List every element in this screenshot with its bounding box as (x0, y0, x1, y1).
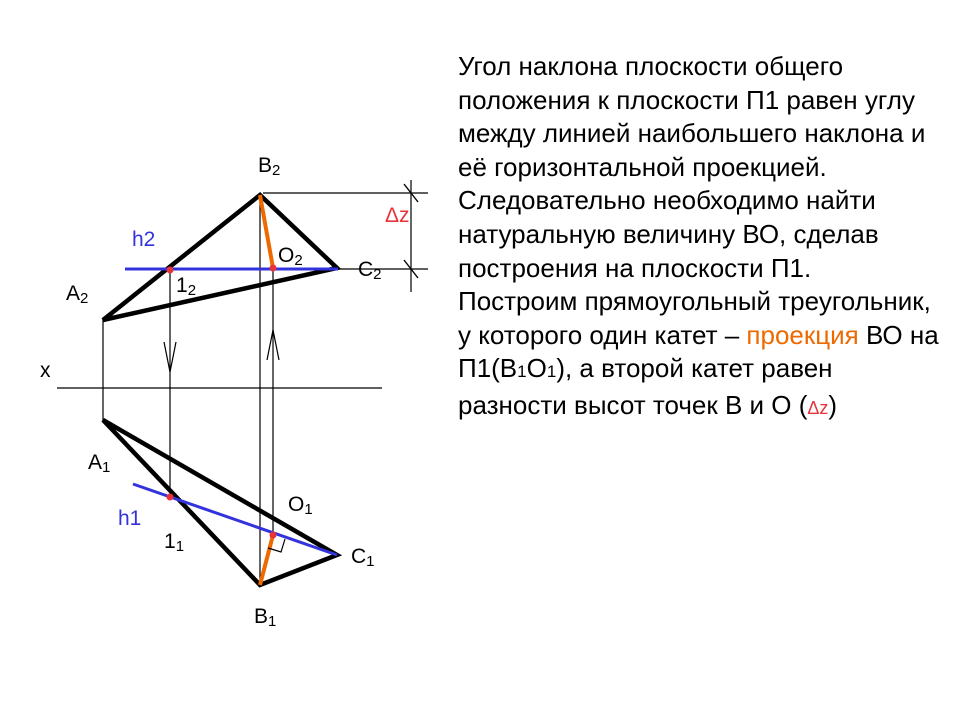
label-dz: Δz (385, 204, 410, 227)
label-c2: C2 (358, 258, 382, 283)
point-o1 (270, 532, 277, 539)
point-o2 (270, 265, 277, 272)
point-1-1 (167, 494, 174, 501)
label-h2: h2 (132, 228, 156, 251)
explanation-text (458, 50, 948, 426)
label-1-2: 12 (176, 274, 197, 299)
paragraph-1: Угол наклона плоскости общего положения к плоскости П1 равен углу между линией наибольшего наклона и её горизонтальной проекцией. Следовательно необходимо найти натуральную величину ВО, сделав построения на плоскости П1. (458, 51, 926, 283)
label-b1: B1 (254, 605, 277, 630)
label-x: x (40, 359, 51, 382)
label-o1: O1 (288, 493, 313, 518)
label-o2: O2 (278, 244, 303, 269)
paragraph-2: Построим прямоугольный треугольник, у которого один катет – проекция ВО на П1(В1О1), а второй катет равен разности высот точек В и О (Δz) (458, 286, 939, 420)
label-1-1: 11 (164, 530, 185, 555)
label-a1: A1 (88, 451, 111, 476)
label-b2: B2 (258, 154, 281, 179)
label-a2: A2 (66, 282, 89, 307)
label-c1: C1 (351, 545, 375, 570)
slope-line-b1o1 (260, 535, 273, 585)
label-h1: h1 (118, 507, 142, 530)
point-1-2 (167, 267, 174, 274)
highlight-projection: проекция (746, 319, 859, 350)
delta-z-inline: Δz (807, 397, 829, 418)
